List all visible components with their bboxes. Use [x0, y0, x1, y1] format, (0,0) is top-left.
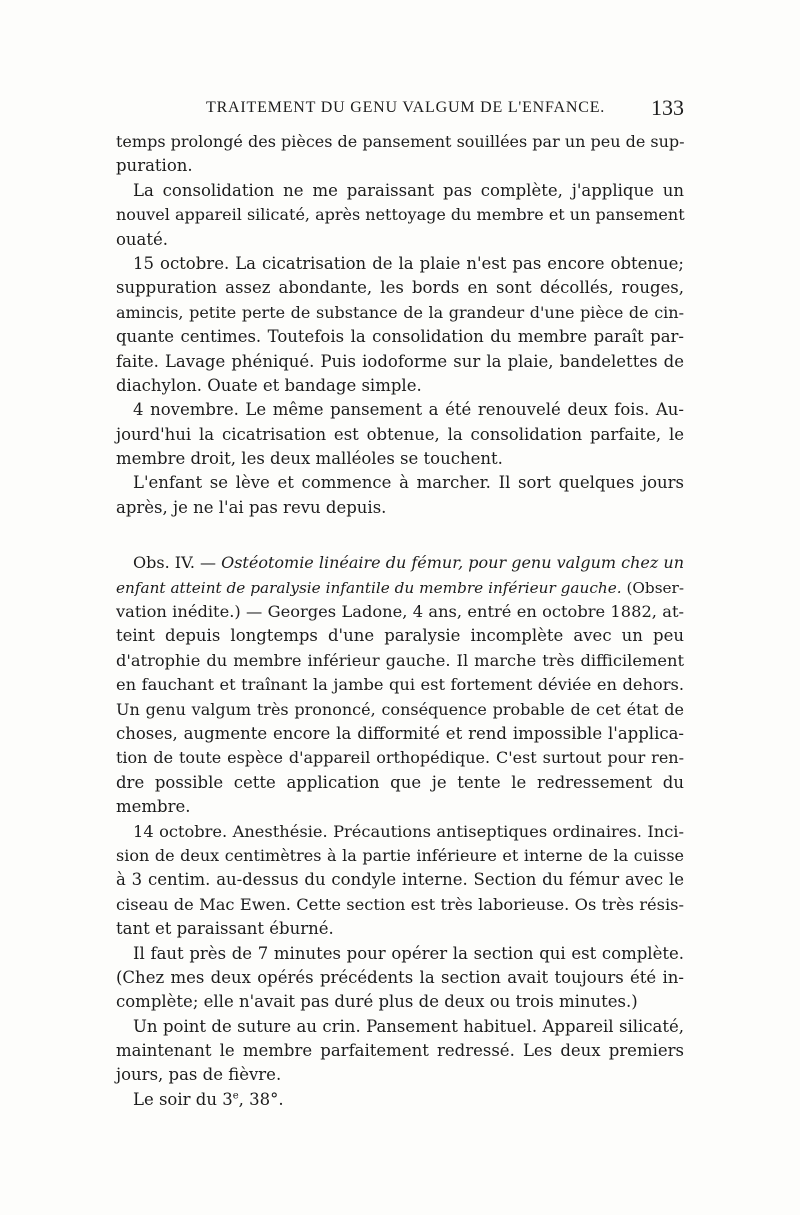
- observation-heading-line: [116, 576, 684, 600]
- text-line: jourd'hui la cicatrisation est obtenue, la consolidation parfaite, le: [116, 424, 684, 444]
- text-fragment: (Obser-: [621, 578, 684, 597]
- text-line: sion de deux centimètres à la partie inférieure et interne de la cuisse: [116, 845, 684, 865]
- text-line: à 3 centim. au-dessus du condyle interne. Section du fémur avec le: [116, 870, 684, 890]
- text-line: amincis, petite perte de substance de la grandeur d'une pièce de cin-: [116, 302, 684, 322]
- text-line: choses, augmente encore la difformité et rend impossible l'applica-: [116, 723, 684, 743]
- text-line: ouaté.: [116, 229, 169, 249]
- observation-heading-line: [116, 551, 684, 575]
- observation-title: Ostéotomie linéaire du fémur, pour genu valgum chez un: [221, 553, 685, 573]
- text-line: L'enfant se lève et commence à marcher. Il sort quelques jours: [133, 473, 684, 493]
- text-line: (Chez mes deux opérés précédents la section avait toujours été in-: [116, 967, 684, 987]
- text-line: suppuration assez abondante, les bords en sont décollés, rouges,: [116, 278, 684, 298]
- text-line: maintenant le membre parfaitement redressé. Les deux premiers: [116, 1041, 684, 1061]
- superscript: e: [232, 1090, 239, 1102]
- text-line: Un genu valgum très prononcé, conséquence probable de cet état de: [116, 699, 684, 719]
- text-line: ciseau de Mac Ewen. Cette section est très laborieuse. Os très résis-: [116, 894, 684, 914]
- text-line: membre droit, les deux malléoles se touchent.: [116, 449, 503, 469]
- text-fragment: , 38°.: [238, 1089, 284, 1109]
- page-number: 133: [651, 95, 684, 120]
- text-line: 4 novembre. Le même pansement a été renouvelé deux fois. Au-: [133, 400, 684, 420]
- text-line: puration.: [116, 156, 193, 176]
- text-line: diachylon. Ouate et bandage simple.: [116, 375, 422, 395]
- body-text: [116, 130, 684, 1112]
- text-line: 14 octobre. Anesthésie. Précautions antiseptiques ordinaires. Inci-: [133, 821, 684, 841]
- text-line: tion de toute espèce d'appareil orthopédique. C'est surtout pour ren-: [116, 748, 684, 768]
- text-line: [116, 1088, 684, 1112]
- text-line: nouvel appareil silicaté, après nettoyage du membre et un pansement: [116, 205, 685, 225]
- text-line: tant et paraissant éburné.: [116, 919, 334, 939]
- text-line: en fauchant et traînant la jambe qui est fortement déviée en dehors.: [116, 675, 684, 695]
- text-line: vation inédite.) — Georges Ladone, 4 ans, entré en octobre 1882, at-: [116, 602, 684, 622]
- text-line: 15 octobre. La cicatrisation de la plaie n'est pas encore obtenue;: [133, 253, 684, 273]
- observation-title-cont: enfant atteint de paralysie infantile du membre inférieur gauche.: [116, 578, 622, 597]
- text-line: teint depuis longtemps d'une paralysie incomplète avec un peu: [116, 626, 684, 646]
- page-header: [116, 95, 684, 125]
- text-line: faite. Lavage phéniqué. Puis iodoforme sur la plaie, bandelettes de: [116, 351, 684, 371]
- text-line: jours, pas de fièvre.: [116, 1065, 282, 1085]
- text-line: quante centimes. Toutefois la consolidation du membre paraît par-: [116, 327, 684, 347]
- text-fragment: Le soir du 3: [133, 1089, 233, 1109]
- running-head: TRAITEMENT DU GENU VALGUM DE L'ENFANCE.: [206, 99, 606, 116]
- text-line: dre possible cette application que je tente le redressement du: [116, 772, 684, 792]
- text-line: complète; elle n'avait pas duré plus de deux ou trois minutes.): [116, 992, 638, 1012]
- text-line: Un point de suture au crin. Pansement habituel. Appareil silicaté,: [133, 1016, 684, 1036]
- section-gap: [116, 520, 684, 551]
- text-line: d'atrophie du membre inférieur gauche. Il marche très difficilement: [116, 650, 684, 670]
- text-line: La consolidation ne me paraissant pas complète, j'applique un: [133, 180, 684, 200]
- observation-label: Obs. IV. —: [133, 553, 222, 573]
- text-line: membre.: [116, 797, 191, 817]
- text-line: après, je ne l'ai pas revu depuis.: [116, 497, 387, 517]
- text-line: temps prolongé des pièces de pansement souillées par un peu de sup-: [116, 132, 685, 151]
- text-line: Il faut près de 7 minutes pour opérer la section qui est complète.: [133, 943, 684, 963]
